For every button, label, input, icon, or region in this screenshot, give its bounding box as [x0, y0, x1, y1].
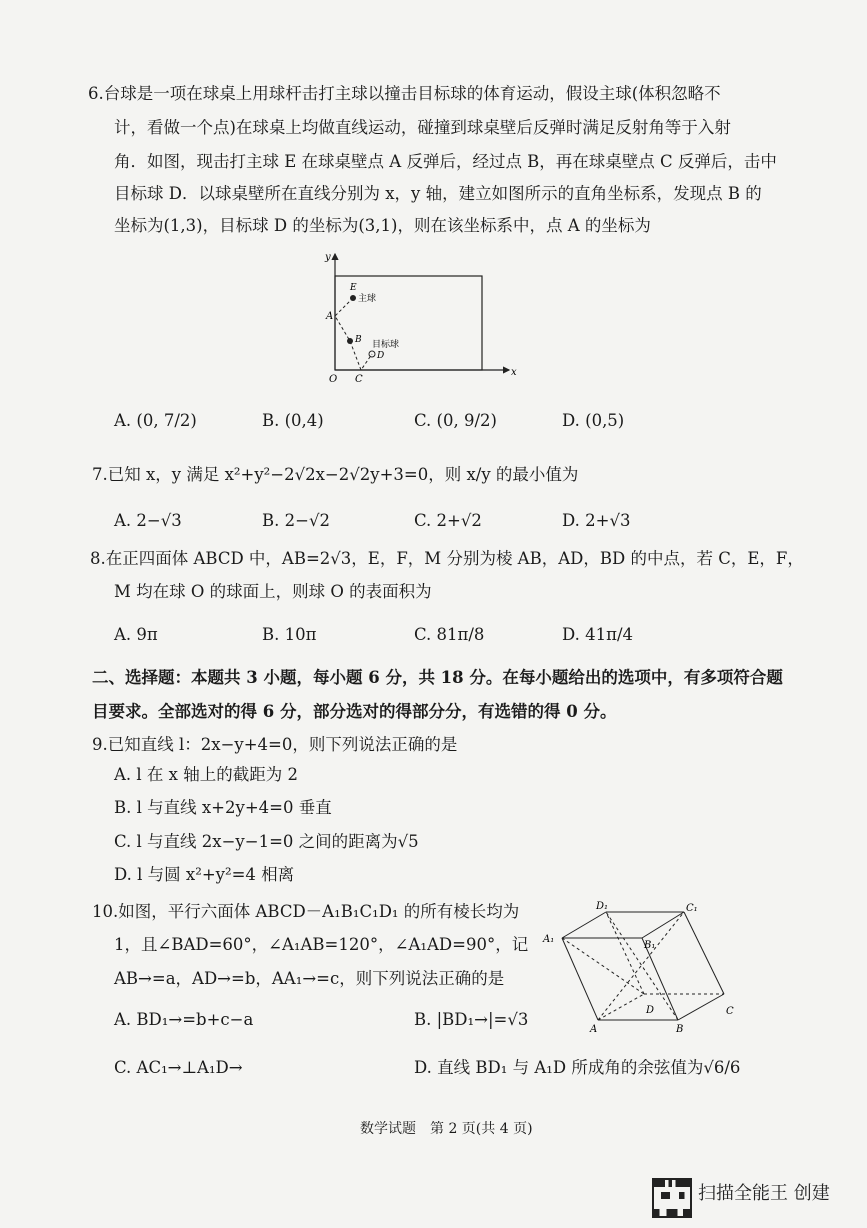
table-rect — [335, 276, 482, 370]
page-footer: 数学试题 第 2 页(共 4 页) — [360, 1121, 533, 1137]
label-d: D — [646, 1005, 655, 1016]
label-cue-ball: 主球 — [358, 294, 377, 304]
q7-option-a: A. 2−√3 — [114, 511, 182, 530]
edge-c1b1 — [642, 912, 684, 938]
q10-line-1: 10.如图，平行六面体 ABCD－A₁B₁C₁D₁ 的所有棱长均为 — [92, 902, 520, 921]
ball-path — [335, 298, 372, 370]
q10-option-c: C. AC₁→⊥A₁D→ — [114, 1058, 243, 1077]
edge-cc1 — [684, 912, 724, 994]
section2-line-1: 二、选择题：本题共 3 小题，每小题 6 分，共 18 分。在每小题给出的选项中，有多项符合题 — [92, 668, 783, 687]
q10-option-a: A. BD₁→=b+c−a — [114, 1010, 254, 1029]
q6-option-a: A. (0, 7/2) — [114, 411, 197, 430]
label-d1: D₁ — [596, 901, 609, 912]
label-o: O — [329, 374, 338, 385]
q7-option-c: C. 2+√2 — [414, 511, 482, 530]
point-e — [350, 295, 356, 301]
label-b: B — [355, 335, 362, 345]
billiards-figure — [315, 248, 525, 388]
q9-stem: 9.已知直线 l：2x−y+4=0，则下列说法正确的是 — [92, 735, 458, 754]
q6-option-c: C. (0, 9/2) — [414, 411, 497, 430]
q6-option-d: D. (0,5) — [562, 411, 625, 430]
q6-line-5: 坐标为(1,3)，目标球 D 的坐标为(3,1)，则在该坐标系中，点 A 的坐标为 — [114, 216, 651, 235]
q6-line-3: 角．如图，现击打主球 E 在球桌壁点 A 反弹后，经过点 B，再在球桌壁点 C 反弹后，击中 — [114, 152, 777, 171]
q8-option-c: C. 81π/8 — [414, 625, 485, 644]
q9-option-a: A. l 在 x 轴上的截距为 2 — [114, 765, 298, 784]
scanner-watermark: 扫描全能王 创建 — [698, 1183, 830, 1204]
label-c: C — [726, 1006, 734, 1017]
q9-option-d: D. l 与圆 x²+y²=4 相离 — [114, 865, 295, 884]
q7-option-b: B. 2−√2 — [262, 511, 330, 530]
label-e: E — [350, 283, 357, 293]
label-b1: B₁ — [644, 940, 656, 951]
q7-stem: 7.已知 x，y 满足 x²+y²−2√2x−2√2y+3=0，则 x/y 的最小值为 — [92, 465, 579, 484]
q8-option-d: D. 41π/4 — [562, 625, 634, 644]
qr-code-icon — [652, 1178, 692, 1218]
q9-option-b: B. l 与直线 x+2y+4=0 垂直 — [114, 798, 332, 817]
q6-line-2: 计，看做一个点)在球桌上均做直线运动，碰撞到球桌壁后反弹时满足反射角等于入射 — [114, 118, 731, 137]
edge-aa1 — [562, 938, 598, 1020]
edge-dd1 — [606, 912, 644, 994]
q10-option-b: B. |BD₁→|=√3 — [414, 1010, 529, 1029]
diag-bd1 — [606, 912, 678, 1020]
q8-option-a: A. 9π — [114, 625, 158, 644]
q7-option-d: D. 2+√3 — [562, 511, 631, 530]
edge-bc — [678, 994, 724, 1020]
q8-option-b: B. 10π — [262, 625, 317, 644]
q8-line-1: 8.在正四面体 ABCD 中，AB=2√3，E，F，M 分别为棱 AB，AD，BD 的中点，若 C，E，F， — [90, 549, 804, 568]
edge-a1d1 — [562, 912, 606, 938]
q10-line-2: 1，且∠BAD=60°，∠A₁AB=120°，∠A₁AD=90°，记 — [114, 935, 529, 954]
q6-option-b: B. (0,4) — [262, 411, 324, 430]
q10-line-3: AB→=a，AD→=b，AA₁→=c，则下列说法正确的是 — [114, 969, 505, 988]
q8-line-2: M 均在球 O 的球面上，则球 O 的表面积为 — [114, 582, 432, 601]
section2-line-2: 目要求。全部选对的得 6 分，部分选对的得部分分，有选错的得 0 分。 — [92, 702, 617, 721]
label-y: y — [325, 252, 331, 263]
parallelepiped-figure — [540, 896, 740, 1036]
q9-option-c: C. l 与直线 2x−y−1=0 之间的距离为√5 — [114, 832, 419, 851]
label-c: C — [355, 374, 363, 385]
point-b — [347, 338, 353, 344]
q6-line-4: 目标球 D．以球桌壁所在直线分别为 x，y 轴，建立如图所示的直角坐标系，发现点 B 的 — [114, 184, 762, 203]
q6-line-1: 6.台球是一项在球桌上用球杆击打主球以撞击目标球的体育运动，假设主球(体积忽略不 — [88, 84, 721, 103]
label-c1: C₁ — [686, 903, 698, 914]
label-a: A — [326, 311, 334, 322]
edge-ad — [598, 994, 644, 1020]
label-b: B — [676, 1024, 684, 1035]
q10-option-d: D. 直线 BD₁ 与 A₁D 所成角的余弦值为√6/6 — [414, 1058, 741, 1077]
label-d: D — [377, 351, 385, 361]
label-a1: A₁ — [543, 934, 555, 945]
label-target-ball: 目标球 — [372, 340, 400, 350]
label-a: A — [590, 1024, 598, 1035]
label-x: x — [511, 367, 517, 378]
